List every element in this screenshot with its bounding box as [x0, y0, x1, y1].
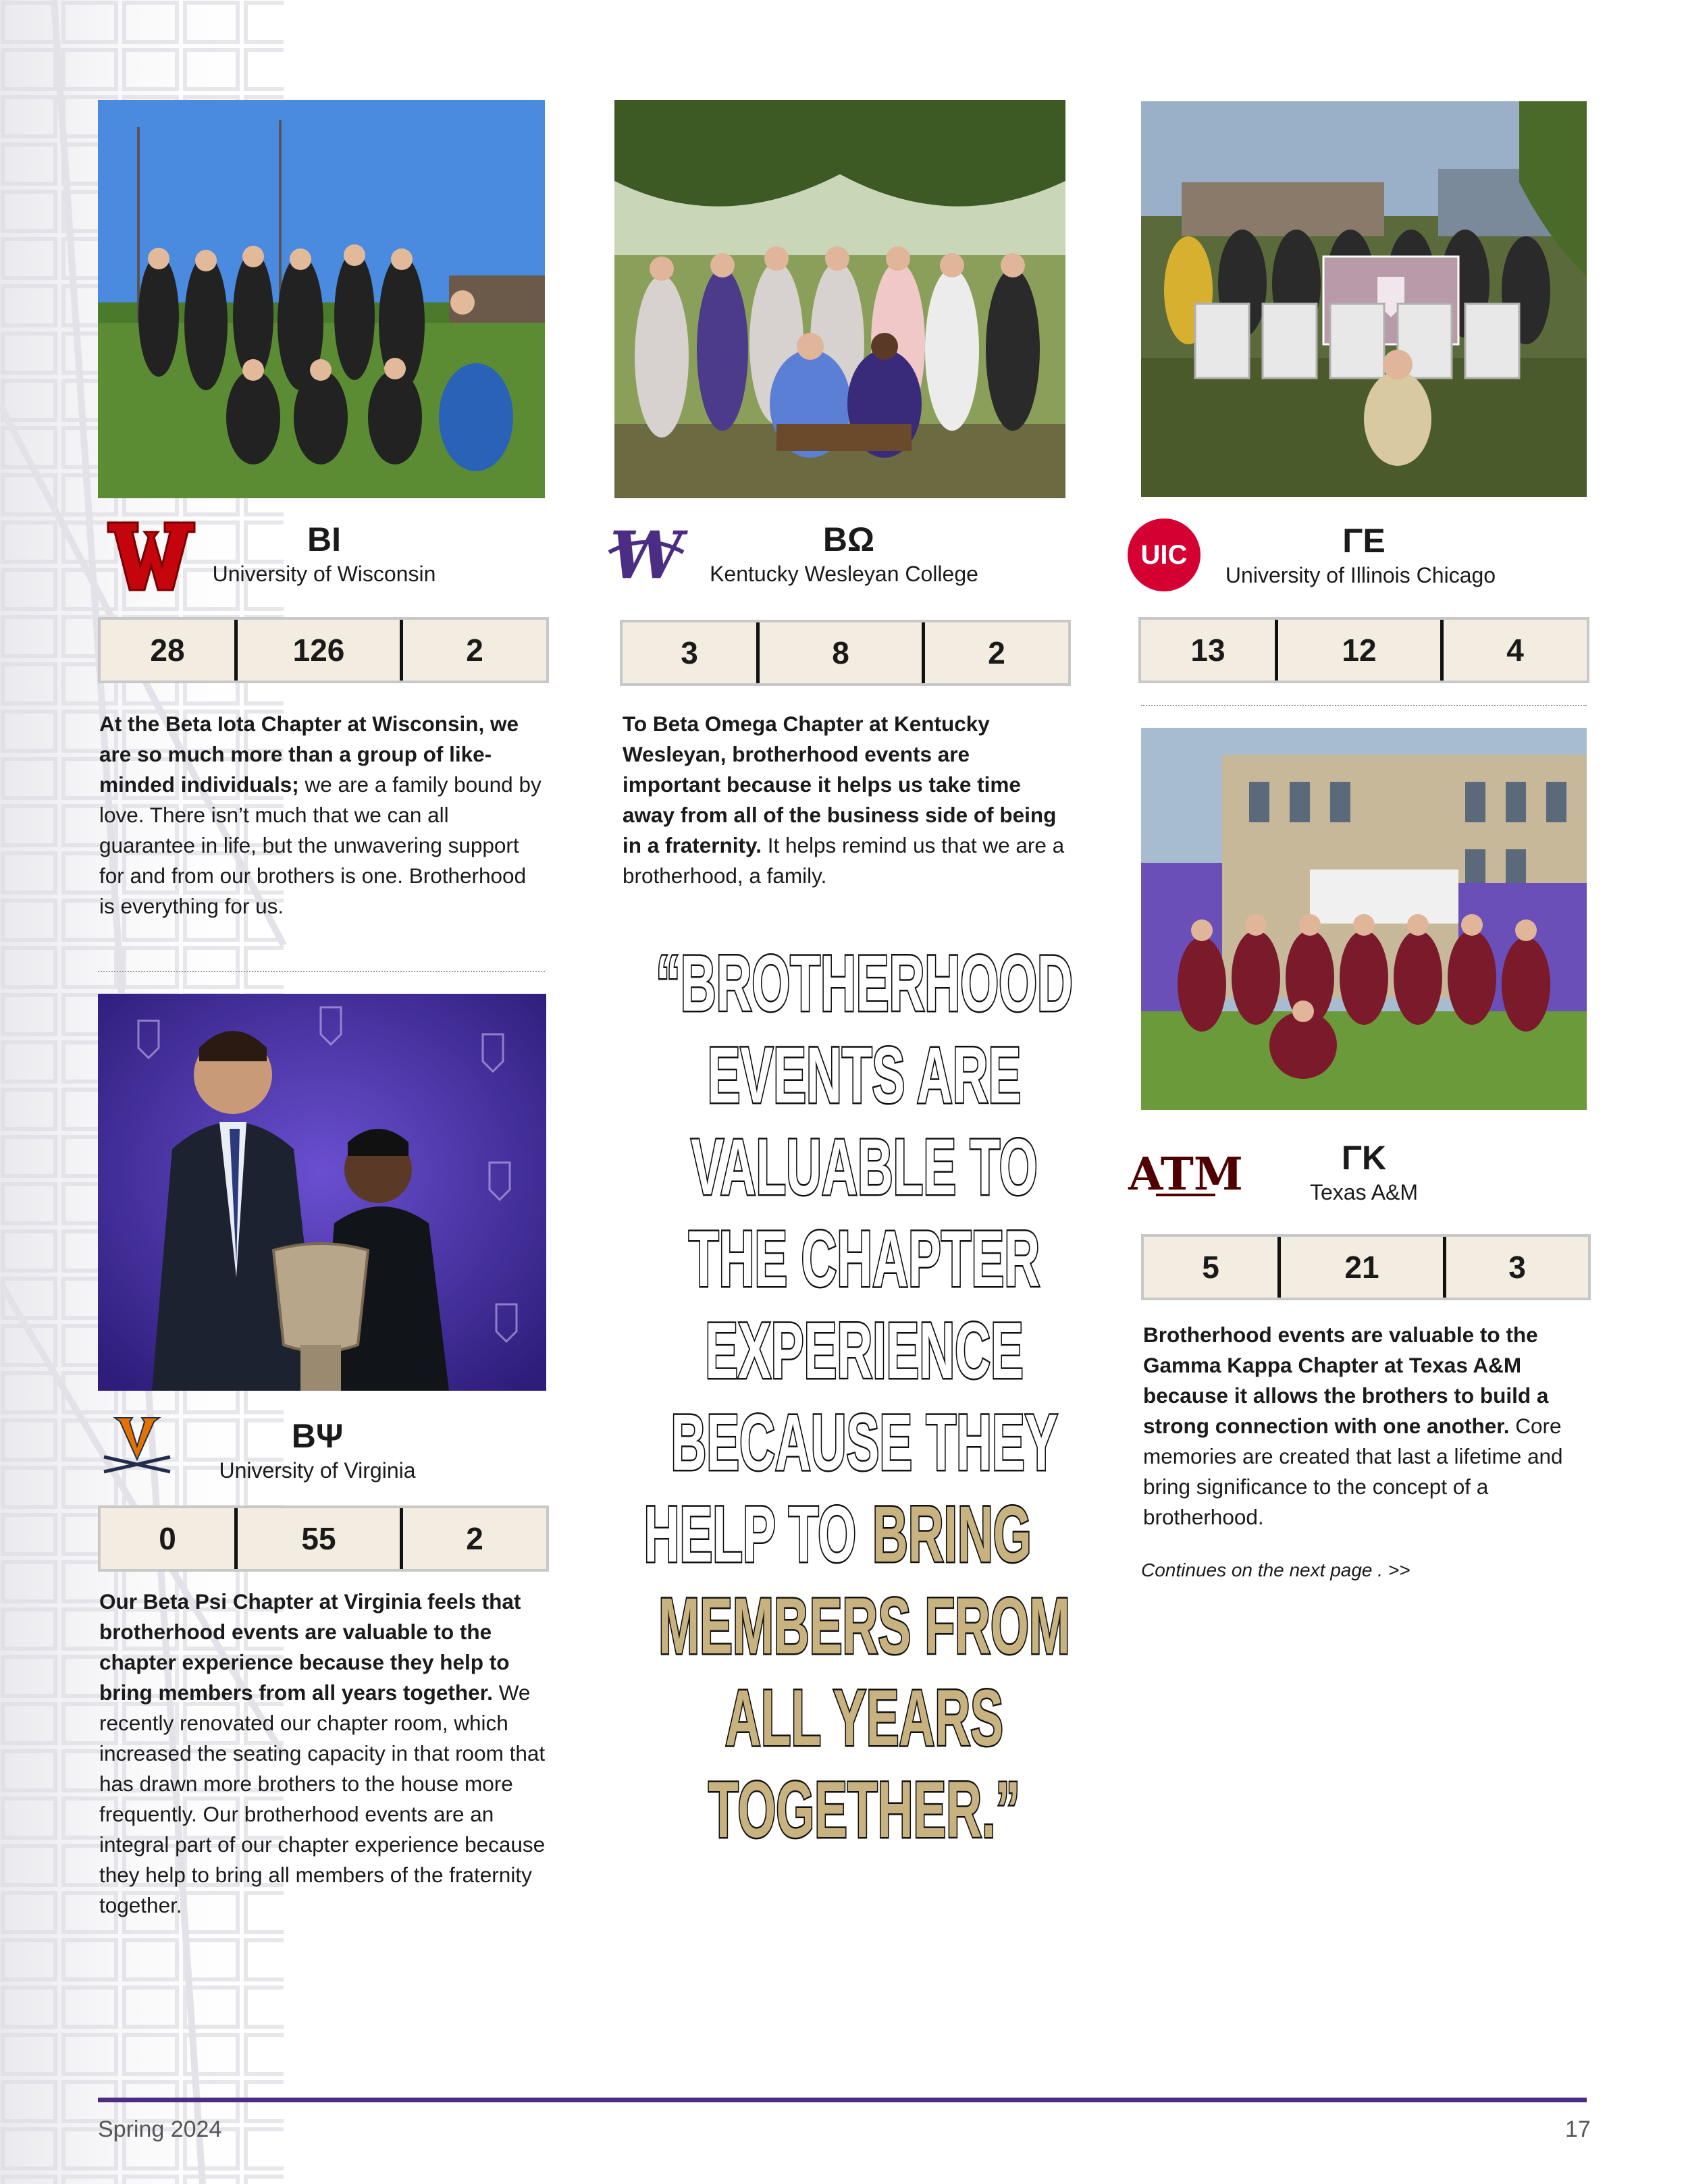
stat-cell: 12: [1278, 620, 1444, 681]
greek-letters-ge: ΓΕ: [1342, 522, 1386, 560]
footer-rule: [98, 2098, 1587, 2102]
stat-cell: 8: [760, 622, 925, 683]
stat-cell: 13: [1141, 620, 1278, 681]
photo-beta-omega-group-park: [614, 100, 1065, 498]
chapter-text-bp: [99, 1587, 552, 1921]
virginia-v-sabres-logo: [100, 1415, 174, 1477]
stat-cell: 5: [1144, 1237, 1281, 1298]
university-name-texas-am: Texas A&M: [1309, 1180, 1419, 1204]
stats-bar-bp: [98, 1506, 549, 1572]
chapter-text-regular: we are a family bound by love. There isn’t much that we can all guarantee in life, but the unwavering support for and from our brothers is one. Brotherhood is everything for us.: [99, 772, 542, 918]
greek-letters-bi: ΒΙ: [307, 521, 341, 558]
pull-quote-line: EVENTS ARE: [707, 1030, 1022, 1120]
chapter-text-bold: To Beta Omega Chapter at Kentucky Wesleyan, brotherhood events are important because it helps us take time away from all of the business side of being in a fraternity.: [623, 712, 1057, 857]
svg-text:W: W: [610, 517, 683, 593]
pull-quote-line: HELP TO: [643, 1489, 856, 1579]
pull-quote-line: ALL YEARS: [725, 1673, 1003, 1763]
photo-gamma-epsilon-spark-sign: [1141, 101, 1587, 497]
stat-cell: 55: [238, 1508, 403, 1569]
chapter-text-bold: Our Beta Psi Chapter at Virginia feels that brotherhood events are valuable to the chapter experience because they help to bring members from all years together.: [99, 1589, 521, 1705]
issue-label: Spring 2024: [98, 2116, 222, 2142]
stat-cell: 4: [1506, 633, 1524, 668]
stats-bar-ge: [1138, 617, 1589, 683]
kentucky-wesleyan-kw-logo: [602, 518, 690, 593]
uic-logo: [1128, 518, 1201, 591]
university-name-wisconsin: University of Wisconsin: [212, 562, 436, 586]
stat-cell: 126: [238, 620, 403, 681]
pull-quote-line: EXPERIENCE: [705, 1306, 1024, 1395]
pull-quote-line: VALUABLE TO: [691, 1122, 1038, 1212]
chapter-text-bold: Brotherhood events are valuable to the Gamma Kappa Chapter at Texas A&M because it allows the brothers to build a strong connection with one another.: [1143, 1323, 1549, 1438]
continues-next-page: Continues on the next page . >>: [1141, 1560, 1410, 1580]
pull-quote-line: BECAUSE THEY: [670, 1397, 1058, 1487]
photo-beta-psi-trophy: [98, 994, 546, 1391]
chapter-text-bi: [99, 709, 545, 922]
pull-quote-highlight: BRING: [872, 1489, 1032, 1579]
photo-gamma-kappa-group-campus: [1141, 728, 1587, 1110]
stat-cell: 2: [466, 1521, 483, 1556]
stat-cell: 2: [466, 633, 483, 668]
stat-cell: 21: [1281, 1237, 1446, 1298]
svg-text:ATM: ATM: [1128, 1148, 1243, 1200]
page-number: 17: [1565, 2116, 1591, 2142]
stats-bar-bi: [98, 617, 549, 683]
wisconsin-w-logo: [108, 517, 194, 595]
university-name-uic: University of Illinois Chicago: [1225, 563, 1496, 587]
texas-am-logo: [1128, 1136, 1243, 1200]
stat-cell: 3: [623, 622, 760, 683]
chapter-text-bo: [623, 709, 1068, 891]
chapter-text-regular: We recently renovated our chapter room, which increased the seating capacity in that room that has drawn more brothers to the house more frequently. Our brotherhood events are an integral part of our chapter experience because they help to bring all members of the fraternity together.: [99, 1680, 546, 1917]
pull-quote-line: MEMBERS FROM: [658, 1581, 1070, 1671]
pull-quote: [604, 935, 1124, 1867]
greek-letters-bp: ΒΨ: [291, 1417, 344, 1455]
section-divider: [1141, 705, 1587, 706]
stats-bar-bo: [620, 620, 1071, 686]
chapter-text-regular: It helps remind us that we are a brotherhood, a family.: [623, 833, 1065, 888]
greek-letters-gk: ΓΚ: [1341, 1139, 1387, 1177]
pull-quote-line: TOGETHER.”: [708, 1765, 1020, 1855]
pull-quote-line: “BROTHERHOOD: [656, 938, 1073, 1028]
university-name-virginia: University of Virginia: [219, 1458, 416, 1483]
stat-cell: 28: [101, 620, 238, 681]
pull-quote-line: THE CHAPTER: [688, 1214, 1040, 1304]
chapter-text-gk: [1143, 1320, 1589, 1533]
greek-letters-bo: ΒΩ: [822, 521, 875, 558]
stat-cell: 2: [988, 635, 1005, 670]
photo-beta-iota-group-football: [98, 100, 545, 498]
stat-cell: 0: [101, 1508, 238, 1569]
stat-cell: 3: [1508, 1250, 1526, 1285]
university-name-kentucky-wesleyan: Kentucky Wesleyan College: [710, 562, 978, 586]
section-divider: [98, 971, 545, 972]
chapter-text-bold: At the Beta Iota Chapter at Wisconsin, we are so much more than a group of like-minded individuals;: [99, 712, 519, 797]
stats-bar-gk: [1141, 1234, 1591, 1300]
uic-logo-text: UIC: [1140, 539, 1188, 570]
chapter-text-regular: Core memories are created that last a lifetime and bring significance to the concept of a brotherhood.: [1143, 1414, 1563, 1529]
